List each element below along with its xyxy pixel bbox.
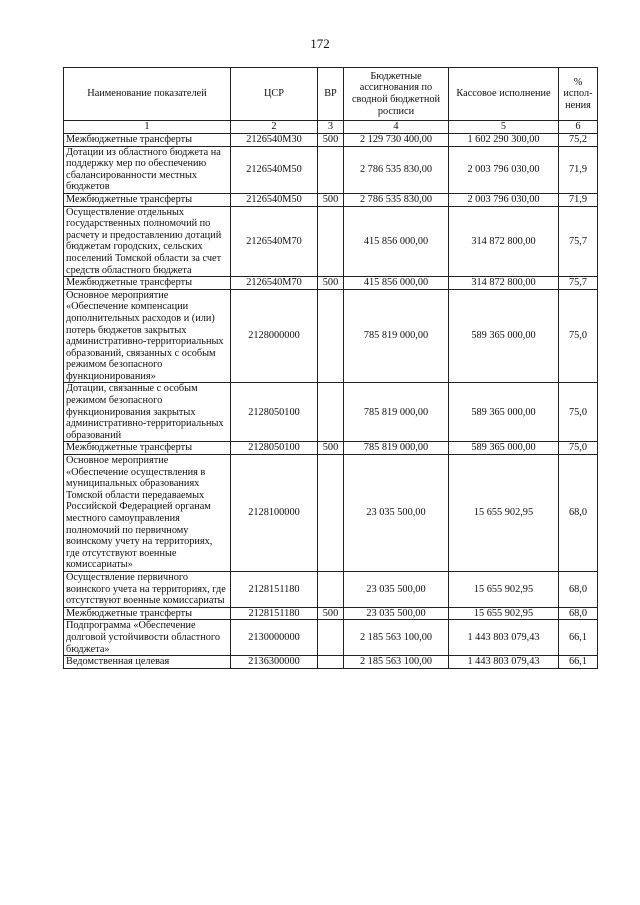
row-percent: 75,0 [559,442,598,455]
row-vr: 500 [318,607,344,620]
row-percent: 75,7 [559,277,598,290]
row-name: Межбюджетные трансферты [64,193,231,206]
row-budget: 2 786 535 830,00 [344,193,449,206]
row-csr: 2128050100 [231,442,318,455]
row-budget: 23 035 500,00 [344,571,449,607]
row-csr: 2130000000 [231,620,318,656]
row-csr: 2126540M30 [231,134,318,147]
row-name: Дотации из областного бюджета на поддержку мер по обеспечению сбалансированности местных бюджетов [64,146,231,193]
row-budget: 2 129 730 400,00 [344,134,449,147]
row-percent: 75,0 [559,383,598,442]
row-csr: 2128000000 [231,289,318,383]
header-percent: % испол-нения [559,68,598,121]
row-csr: 2126540M50 [231,146,318,193]
row-budget: 785 819 000,00 [344,442,449,455]
header-row [64,68,598,121]
row-name: Межбюджетные трансферты [64,607,231,620]
row-cash: 2 003 796 030,00 [449,193,559,206]
row-budget: 2 185 563 100,00 [344,620,449,656]
row-cash: 1 602 290 300,00 [449,134,559,147]
row-csr: 2126540M70 [231,206,318,277]
table-row [64,206,598,277]
row-budget: 785 819 000,00 [344,289,449,383]
row-percent: 66,1 [559,620,598,656]
row-cash: 589 365 000,00 [449,442,559,455]
table-row [64,656,598,669]
column-number: 2 [231,121,318,134]
header-name: Наименование показателей [64,68,231,121]
row-percent: 71,9 [559,146,598,193]
row-csr: 2136300000 [231,656,318,669]
row-csr: 2126540M70 [231,277,318,290]
row-cash: 15 655 902,95 [449,607,559,620]
table-row [64,620,598,656]
row-percent: 66,1 [559,656,598,669]
header-budget: Бюджетные ассигнования по сводной бюджетной росписи [344,68,449,121]
header-csr: ЦСР [231,68,318,121]
column-number: 6 [559,121,598,134]
row-csr: 2126540M50 [231,193,318,206]
row-percent: 68,0 [559,571,598,607]
row-cash: 314 872 800,00 [449,277,559,290]
budget-execution-table [63,67,598,669]
row-cash: 314 872 800,00 [449,206,559,277]
table-row [64,383,598,442]
row-cash: 1 443 803 079,43 [449,620,559,656]
row-budget: 23 035 500,00 [344,455,449,572]
table-row [64,134,598,147]
row-vr [318,146,344,193]
column-number: 1 [64,121,231,134]
row-budget: 2 786 535 830,00 [344,146,449,193]
table-row [64,442,598,455]
row-percent: 75,2 [559,134,598,147]
row-name: Подпрограмма «Обеспечение долговой устойчивости областного бюджета» [64,620,231,656]
row-budget: 23 035 500,00 [344,607,449,620]
row-csr: 2128050100 [231,383,318,442]
row-name: Осуществление отдельных государственных полномочий по расчету и предоставлению дотаций бюджетам городских, сельских поселений Томской области за счет средств областного бюджета [64,206,231,277]
row-budget: 415 856 000,00 [344,277,449,290]
row-csr: 2128151180 [231,607,318,620]
row-name: Межбюджетные трансферты [64,442,231,455]
header-vr: ВР [318,68,344,121]
table-row [64,289,598,383]
row-vr: 500 [318,442,344,455]
table-row [64,277,598,290]
row-percent: 75,0 [559,289,598,383]
row-vr: 500 [318,277,344,290]
row-vr [318,571,344,607]
row-cash: 15 655 902,95 [449,571,559,607]
column-number: 4 [344,121,449,134]
row-name: Межбюджетные трансферты [64,134,231,147]
row-name: Ведомственная целевая [64,656,231,669]
column-number: 5 [449,121,559,134]
page-number: 172 [310,36,330,51]
table-row [64,193,598,206]
header-cash: Кассовое исполнение [449,68,559,121]
row-percent: 75,7 [559,206,598,277]
row-budget: 415 856 000,00 [344,206,449,277]
column-number: 3 [318,121,344,134]
row-cash: 15 655 902,95 [449,455,559,572]
row-name: Основное мероприятие «Обеспечение осуществления в муниципальных образованиях Томской области передаваемых Российской Федерацией органам местного самоуправления полномочий по первичному воинскому учету на территориях, где отсутствуют военные комиссариаты» [64,455,231,572]
row-csr: 2128151180 [231,571,318,607]
table-row [64,571,598,607]
row-percent: 68,0 [559,607,598,620]
row-name: Осуществление первичного воинского учета на территориях, где отсутствуют военные комиссариаты [64,571,231,607]
table-row [64,146,598,193]
row-vr [318,455,344,572]
row-cash: 589 365 000,00 [449,383,559,442]
row-cash: 589 365 000,00 [449,289,559,383]
row-percent: 71,9 [559,193,598,206]
row-cash: 1 443 803 079,43 [449,656,559,669]
column-numbers-row [64,121,598,134]
table-row [64,607,598,620]
row-vr: 500 [318,193,344,206]
row-vr [318,656,344,669]
row-percent: 68,0 [559,455,598,572]
row-name: Дотации, связанные с особым режимом безопасного функционирования закрытых административно-территориальных образований [64,383,231,442]
row-cash: 2 003 796 030,00 [449,146,559,193]
row-name: Основное мероприятие «Обеспечение компенсации дополнительных расходов и (или) потерь бюджетов закрытых административно-территориальных образований, связанных с особым режимом безопасного функционирования» [64,289,231,383]
row-vr [318,383,344,442]
table-row [64,455,598,572]
row-budget: 785 819 000,00 [344,383,449,442]
row-vr [318,620,344,656]
row-budget: 2 185 563 100,00 [344,656,449,669]
row-name: Межбюджетные трансферты [64,277,231,290]
row-vr [318,289,344,383]
row-vr: 500 [318,134,344,147]
row-csr: 2128100000 [231,455,318,572]
row-vr [318,206,344,277]
